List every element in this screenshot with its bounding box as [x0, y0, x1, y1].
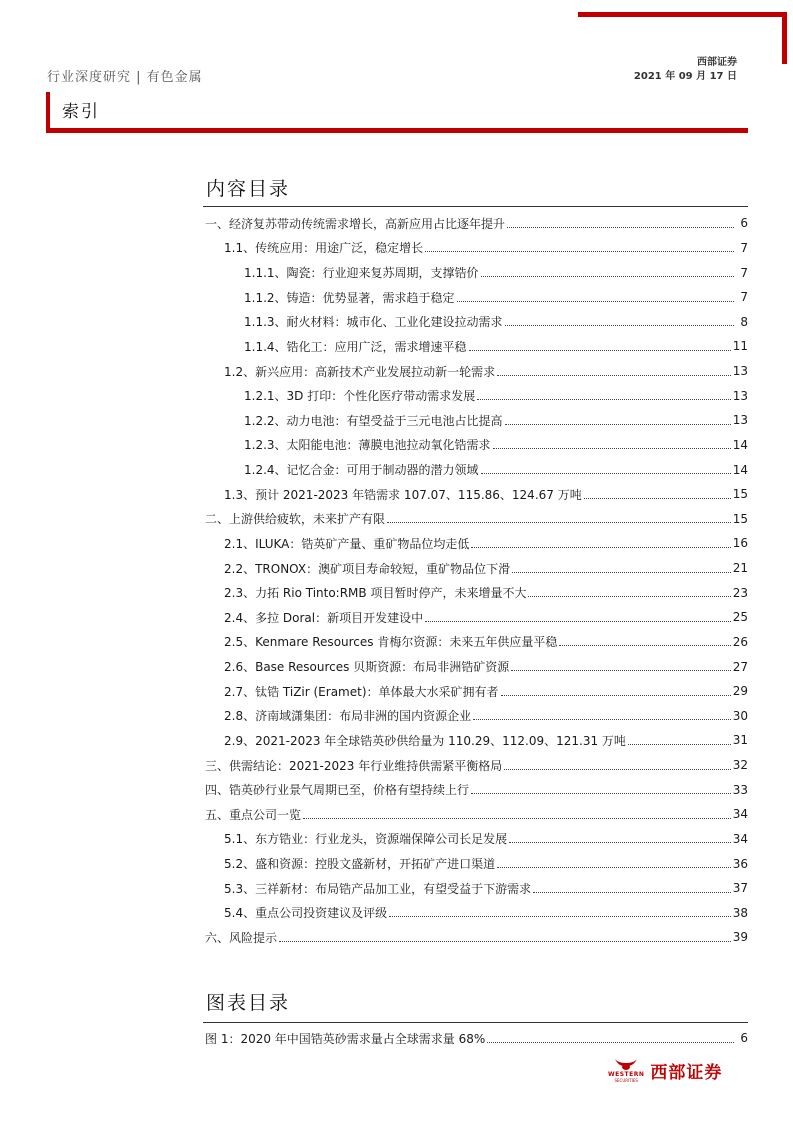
- toc-entry-title: 2.1、ILUKA：锆英矿产量、重矿物品位均走低: [224, 536, 470, 551]
- section-divider: [46, 128, 748, 133]
- toc-entry-page-number: 38: [732, 905, 748, 920]
- dot-leader: [501, 695, 731, 696]
- figure-entry-title: 图 1：2020 年中国锆英砂需求量占全球需求量 68%: [205, 1031, 486, 1046]
- dot-leader: [493, 448, 731, 449]
- toc-entry[interactable]: [203, 925, 748, 950]
- toc-entry-title: 二、上游供给疲软，未来扩产有限: [205, 512, 386, 527]
- toc-heading: 内容目录: [206, 178, 291, 200]
- broker-name: 西部证券: [697, 57, 737, 68]
- dot-leader: [509, 842, 731, 843]
- dot-leader: [507, 227, 734, 228]
- toc-entry-page-number: 13: [732, 388, 748, 403]
- toc-entry-title: 2.9、2021-2023 年全球锆英砂供给量为 110.29、112.09、121.31 万吨: [224, 733, 626, 748]
- toc-entry[interactable]: [203, 802, 748, 827]
- toc-entry-title: 5.3、三祥新材：布局锆产品加工业，有望受益于下游需求: [224, 881, 532, 896]
- toc-entry-title: 1.2.2、动力电池：有望受益于三元电池占比提高: [244, 413, 503, 428]
- toc-entry[interactable]: [203, 236, 748, 261]
- toc-heading-underline: [203, 206, 748, 207]
- dot-leader: [425, 621, 731, 622]
- toc-entry-title: 2.3、力拓 Rio Tinto:RMB 项目暂时停产，未来增量不大: [224, 586, 527, 601]
- toc-entry-title: 1.1.3、耐火材料：城市化、工业化建设拉动需求: [244, 315, 503, 330]
- toc-entry-title: 1.2、新兴应用：高新技术产业发展拉动新一轮需求: [224, 364, 496, 379]
- dot-leader: [511, 670, 731, 671]
- toc-entry[interactable]: [203, 630, 748, 655]
- dot-leader: [497, 867, 731, 868]
- toc-entry[interactable]: [203, 876, 748, 901]
- toc-entry-page-number: 39: [732, 930, 748, 945]
- section-title: 索引: [62, 102, 100, 122]
- dot-leader: [477, 399, 730, 400]
- toc-entry-page-number: 7: [740, 240, 748, 255]
- dot-leader: [469, 350, 731, 351]
- toc-entry-page-number: 15: [732, 487, 748, 502]
- toc-entry[interactable]: [203, 507, 748, 532]
- dot-leader: [533, 892, 731, 893]
- toc-entry-title: 5.2、盛和资源：控股文盛新材，开拓矿产进口渠道: [224, 857, 496, 872]
- toc-entry[interactable]: [203, 433, 748, 458]
- toc-entry[interactable]: [203, 310, 748, 335]
- toc-entry-page-number: 13: [732, 364, 748, 379]
- toc-list: [203, 211, 748, 950]
- toc-entry-title: 2.2、TRONOX：澳矿项目寿命较短，重矿物品位下滑: [224, 561, 511, 576]
- figure-entry[interactable]: [203, 1026, 748, 1051]
- dot-leader: [471, 793, 731, 794]
- toc-entry[interactable]: [203, 359, 748, 384]
- toc-entry-title: 2.8、济南域潇集团：布局非洲的国内资源企业: [224, 709, 472, 724]
- dot-leader: [487, 1042, 734, 1043]
- toc-entry-page-number: 16: [732, 536, 748, 551]
- toc-entry-page-number: 37: [732, 881, 748, 896]
- toc-entry-title: 1.1.1、陶瓷：行业迎来复苏周期，支撑锆价: [244, 266, 479, 281]
- toc-entry-page-number: 34: [732, 807, 748, 822]
- toc-entry[interactable]: [203, 679, 748, 704]
- toc-entry-title: 1.3、预计 2021-2023 年锆需求 107.07、115.86、124.67 万吨: [224, 487, 582, 502]
- toc-entry-page-number: 7: [740, 290, 748, 305]
- toc-entry-title: 5.4、重点公司投资建议及评级: [224, 906, 388, 921]
- toc-entry-page-number: 7: [740, 265, 748, 280]
- toc-entry[interactable]: [203, 827, 748, 852]
- toc-entry-title: 2.4、多拉 Doral：新项目开发建设中: [224, 610, 424, 625]
- figure-list: [203, 1026, 748, 1051]
- logo-subtitle: SECURITIES: [614, 1078, 638, 1083]
- toc-entry[interactable]: [203, 654, 748, 679]
- section-accent-bar: [46, 92, 50, 132]
- toc-entry-page-number: 31: [732, 733, 748, 748]
- toc-entry[interactable]: [203, 211, 748, 236]
- figure-entry-page-number: 6: [740, 1031, 748, 1046]
- toc-entry-page-number: 14: [732, 462, 748, 477]
- logo-chinese-name: 西部证券: [650, 1062, 723, 1083]
- dot-leader: [505, 325, 734, 326]
- header-accent-line: [578, 12, 787, 17]
- toc-entry[interactable]: [203, 457, 748, 482]
- toc-entry[interactable]: [203, 777, 748, 802]
- toc-entry-title: 1.2.4、记忆合金：可用于制动器的潜力领域: [244, 463, 479, 478]
- toc-entry-title: 5.1、东方锆业：行业龙头，资源端保障公司长足发展: [224, 832, 508, 847]
- toc-entry-page-number: 26: [732, 634, 748, 649]
- toc-entry-title: 1.1.2、铸造：优势显著，需求趋于稳定: [244, 290, 455, 305]
- dot-leader: [505, 424, 731, 425]
- toc-entry-page-number: 29: [732, 684, 748, 699]
- dot-leader: [497, 375, 731, 376]
- toc-entry[interactable]: [203, 285, 748, 310]
- toc-entry-page-number: 23: [732, 585, 748, 600]
- toc-entry-page-number: 6: [740, 216, 748, 231]
- dot-leader: [504, 769, 730, 770]
- toc-entry-title: 2.5、Kenmare Resources 肯梅尔资源：未来五年供应量平稳: [224, 635, 558, 650]
- figure-list-underline: [203, 1022, 748, 1023]
- toc-entry-page-number: 33: [732, 782, 748, 797]
- toc-entry[interactable]: [203, 556, 748, 581]
- toc-entry-title: 1.1、传统应用：用途广泛，稳定增长: [224, 241, 424, 256]
- bull-horns-icon: [613, 1057, 639, 1071]
- toc-entry-title: 三、供需结论：2021-2023 年行业维持供需紧平衡格局: [205, 758, 503, 773]
- toc-entry-title: 2.6、Base Resources 贝斯资源：布局非洲锆矿资源: [224, 660, 510, 675]
- toc-entry[interactable]: [203, 605, 748, 630]
- toc-entry-title: 四、锆英砂行业景气周期已至，价格有望持续上行: [205, 783, 470, 798]
- toc-entry-page-number: 11: [732, 339, 748, 354]
- toc-entry-page-number: 30: [732, 708, 748, 723]
- toc-entry[interactable]: [203, 482, 748, 507]
- toc-entry-page-number: 27: [732, 659, 748, 674]
- toc-entry[interactable]: [203, 753, 748, 778]
- toc-entry[interactable]: [203, 580, 748, 605]
- toc-entry-page-number: 21: [732, 561, 748, 576]
- dot-leader: [279, 941, 731, 942]
- dot-leader: [471, 547, 730, 548]
- toc-entry-title: 1.1.4、锆化工：应用广泛，需求增速平稳: [244, 339, 467, 354]
- dot-leader: [457, 301, 734, 302]
- toc-entry-title: 六、风险提示: [205, 930, 278, 945]
- dot-leader: [481, 473, 731, 474]
- dot-leader: [473, 719, 731, 720]
- dot-leader: [303, 818, 731, 819]
- toc-entry[interactable]: [203, 851, 748, 876]
- report-category: 行业深度研究 | 有色金属: [47, 70, 203, 85]
- toc-entry-title: 1.2.3、太阳能电池：薄膜电池拉动氧化锆需求: [244, 438, 491, 453]
- toc-entry-title: 五、重点公司一览: [205, 807, 302, 822]
- dot-leader: [512, 572, 731, 573]
- toc-entry[interactable]: [203, 334, 748, 359]
- dot-leader: [481, 276, 734, 277]
- logo-english-name: WESTERN: [608, 1071, 645, 1078]
- toc-entry-title: 2.7、钛锆 TiZir (Eramet)：单体最大水采矿拥有者: [224, 684, 499, 699]
- dot-leader: [528, 596, 730, 597]
- toc-entry-page-number: 25: [732, 610, 748, 625]
- toc-entry-title: 一、经济复苏带动传统需求增长，高新应用占比逐年提升: [205, 216, 506, 231]
- toc-entry-page-number: 13: [732, 413, 748, 428]
- toc-entry[interactable]: [203, 901, 748, 926]
- dot-leader: [559, 645, 730, 646]
- report-date: 2021 年 09 月 17 日: [633, 71, 737, 82]
- toc-entry-page-number: 8: [740, 314, 748, 329]
- toc-entry-page-number: 34: [732, 831, 748, 846]
- dot-leader: [389, 916, 731, 917]
- toc-entry-page-number: 15: [732, 511, 748, 526]
- footer-logo: [608, 1057, 722, 1083]
- toc-entry[interactable]: [203, 704, 748, 729]
- toc-entry-page-number: 36: [732, 856, 748, 871]
- toc-entry[interactable]: [203, 383, 748, 408]
- logo-mark: [608, 1057, 644, 1083]
- toc-entry[interactable]: [203, 408, 748, 433]
- dot-leader: [628, 744, 731, 745]
- figure-list-heading: 图表目录: [206, 992, 291, 1014]
- dot-leader: [387, 522, 731, 523]
- toc-entry-page-number: 14: [732, 437, 748, 452]
- toc-entry-title: 1.2.1、3D 打印：个性化医疗带动需求发展: [244, 389, 476, 404]
- toc-entry[interactable]: [203, 531, 748, 556]
- dot-leader: [425, 251, 734, 252]
- toc-entry[interactable]: [203, 728, 748, 753]
- toc-entry[interactable]: [203, 260, 748, 285]
- toc-entry-page-number: 32: [732, 758, 748, 773]
- header-accent-corner: [782, 12, 787, 64]
- dot-leader: [584, 498, 731, 499]
